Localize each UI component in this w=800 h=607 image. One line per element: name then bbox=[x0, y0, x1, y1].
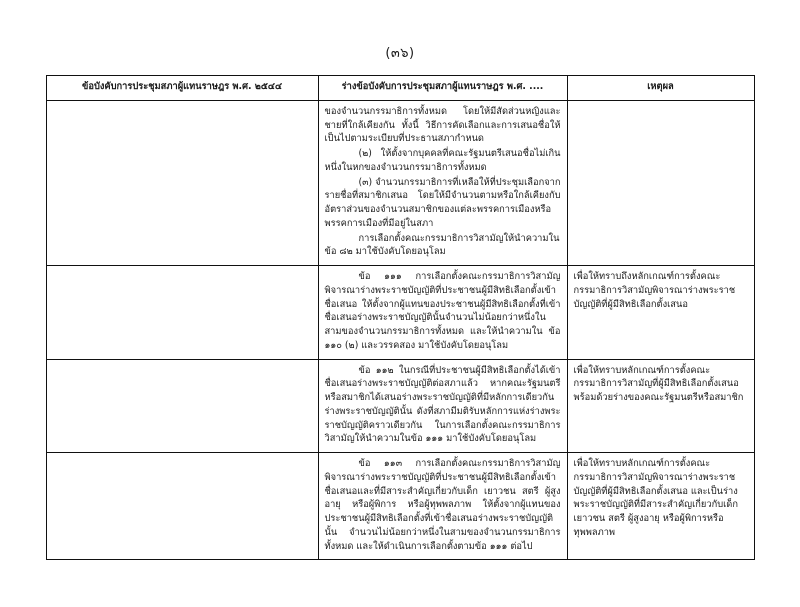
cell-draft-rules: ข้อ ๑๑๓ การเลือกตั้งคณะกรรมาธิการวิสามัญพิจารณาร่างพระราชบัญญัติที่ประชาชนผู้มีสิทธิเลือกตั้งเข้าชื่อเสนอและที่มีสาระสำคัญเกี่ยวกับเด็ก เยาวชน สตรี ผู้สูงอายุ หรือผู้พิการ หรือผู้ทุพพลภาพ ให้ตั้งจากผู้แทนของประชาชนผู้มีสิทธิเลือกตั้งที่เข้าชื่อเสนอร่างพระราชบัญญัตินั้น จำนวนไม่น้อยกว่าหนึ่งในสามของจำนวนกรรมาธิการทั้งหมด และให้ดำเนินการเลือกตั้งตามข้อ ๑๑๑ ต่อไป bbox=[318, 453, 567, 560]
cell-current-rules bbox=[46, 266, 318, 360]
cell-draft-rules: ของจำนวนกรรมาธิการทั้งหมด โดยให้มีสัดส่วนหญิงและชายที่ใกล้เคียงกัน ทั้งนี้ วิธีการคัดเลือกและการเสนอชื่อให้เป็นไปตามระเบียบที่ประธานสภากำหนด (๒) ให้ตั้งจากบุคคลที่คณะรัฐมนตรีเสนอชื่อไม่เกินหนึ่งในหกของจำนวนกรรมาธิการทั้งหมด (๓) จำนวนกรรมาธิการที่เหลือให้ที่ประชุมเลือกจากรายชื่อที่สมาชิกเสนอ โดยให้มีจำนวนตามหรือใกล้เคียงกับอัตราส่วนของจำนวนสมาชิกของแต่ละพรรคการเมืองหรือพรรคการเมืองที่มีอยู่ในสภา การเลือกตั้งคณะกรรมาธิการวิสามัญให้นำความในข้อ ๘๒ มาใช้บังคับโดยอนุโลม bbox=[318, 100, 567, 265]
table-body bbox=[46, 100, 754, 560]
table-row bbox=[46, 266, 754, 360]
table-header bbox=[46, 76, 754, 101]
cell-current-rules bbox=[46, 100, 318, 265]
cell-draft-rules: ข้อ ๑๑๒ ในกรณีที่ประชาชนผู้มีสิทธิเลือกตั้งได้เข้าชื่อเสนอร่างพระราชบัญญัติต่อสภาแล้ว หากคณะรัฐมนตรี หรือสมาชิกได้เสนอร่างพระราชบัญญัติที่มีหลักการเดียวกันร่างพระราชบัญญัตินั้น ดังที่สภามีมติรับหลักการแห่งร่างพระราชบัญญัติคราวเดียวกัน ในการเลือกตั้งคณะกรรมาธิการวิสามัญให้นำความในข้อ ๑๑๑ มาใช้บังคับโดยอนุโลม bbox=[318, 359, 567, 453]
cell-draft-rules: ข้อ ๑๑๑ การเลือกตั้งคณะกรรมาธิการวิสามัญพิจารณาร่างพระราชบัญญัติที่ประชาชนผู้มีสิทธิเลือกตั้งเข้าชื่อเสนอ ให้ตั้งจากผู้แทนของประชาชนผู้มีสิทธิเลือกตั้งที่เข้าชื่อเสนอร่างพระราชบัญญัตินั้นจำนวนไม่น้อยกว่าหนึ่งในสามของจำนวนกรรมาธิการทั้งหมด และให้นำความใน ข้อ ๑๑๐ (๒) และวรรคสอง มาใช้บังคับโดยอนุโลม bbox=[318, 266, 567, 360]
comparison-table bbox=[46, 75, 755, 560]
table-header-row bbox=[46, 76, 754, 101]
table-row bbox=[46, 100, 754, 265]
table-row bbox=[46, 453, 754, 560]
column-header-reason: เหตุผล bbox=[567, 76, 754, 101]
document-page bbox=[0, 42, 800, 607]
cell-current-rules bbox=[46, 453, 318, 560]
page-number: (๓๖) bbox=[385, 46, 415, 61]
column-header-draft-rules: ร่างข้อบังคับการประชุมสภาผู้แทนราษฎร พ.ศ. .... bbox=[318, 76, 567, 101]
cell-current-rules bbox=[46, 359, 318, 453]
cell-reason: เพื่อให้ทราบหลักเกณฑ์การตั้งคณะกรรมาธิการวิสามัญพิจารณาร่างพระราชบัญญัติที่ผู้มีสิทธิเลือกตั้งเสนอ และเป็นร่างพระราชบัญญัติที่มีสาระสำคัญเกี่ยวกับเด็ก เยาวชน สตรี ผู้สูงอายุ หรือผู้พิการหรือทุพพลภาพ bbox=[567, 453, 754, 560]
column-header-current-rules: ข้อบังคับการประชุมสภาผู้แทนราษฎร พ.ศ. ๒๕๔๔ bbox=[46, 76, 318, 101]
cell-reason bbox=[567, 100, 754, 265]
cell-reason: เพื่อให้ทราบหลักเกณฑ์การตั้งคณะกรรมาธิการวิสามัญที่ผู้มีสิทธิเลือกตั้งเสนอ พร้อมด้วยร่างของคณะรัฐมนตรีหรือสมาชิก bbox=[567, 359, 754, 453]
cell-reason: เพื่อให้ทราบถึงหลักเกณฑ์การตั้งคณะกรรมาธิการวิสามัญพิจารณาร่างพระราชบัญญัติที่ผู้มีสิทธิเลือกตั้งเสนอ bbox=[567, 266, 754, 360]
table-row bbox=[46, 359, 754, 453]
